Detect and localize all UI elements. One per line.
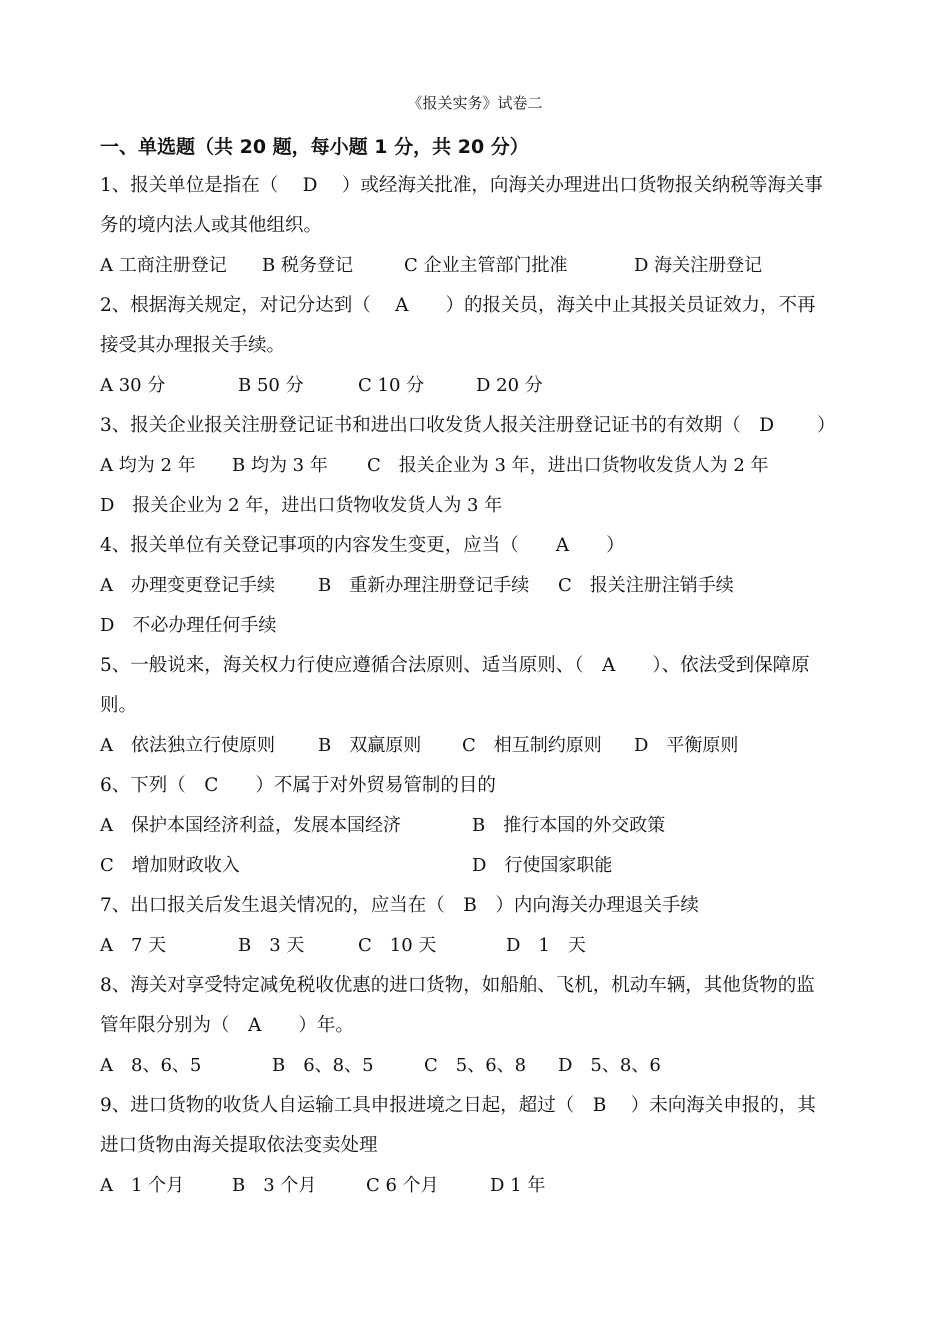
question-4-line-1: 4、报关单位有关登记事项的内容发生变更，应当（ A ）	[100, 535, 625, 556]
q1-option-b: B 税务登记	[262, 255, 353, 276]
question-2-line-2: 接受其办理报关手续。	[100, 335, 286, 356]
q7-option-d: D 1 天	[506, 935, 586, 956]
question-5-line-1: 5、一般说来，海关权力行使应遵循合法原则、适当原则、（ A ）、依法受到保障原	[100, 655, 810, 676]
q1-option-d: D 海关注册登记	[634, 255, 763, 276]
question-6-line-1: 6、下列（ C ）不属于对外贸易管制的目的	[100, 775, 496, 796]
q6-option-c: C 增加财政收入	[100, 855, 240, 876]
q4-option-b: B 重新办理注册登记手续	[318, 575, 530, 596]
q3-option-c: C 报关企业为 3 年，进出口货物收发货人为 2 年	[367, 455, 769, 476]
q5-option-c: C 相互制约原则	[462, 735, 602, 756]
question-5-line-2: 则。	[100, 695, 138, 716]
q6-option-b: B 推行本国的外交政策	[472, 815, 666, 836]
question-3-line-1: 3、报关企业报关注册登记证书和进出口收发货人报关注册登记证书的有效期（ D ）	[100, 415, 836, 436]
q8-option-b: B 6、8、5	[272, 1055, 374, 1076]
q8-option-a: A 8、6、5	[100, 1055, 202, 1076]
question-9-line-2: 进口货物由海关提取依法变卖处理	[100, 1135, 378, 1156]
q7-option-c: C 10 天	[358, 935, 437, 956]
q4-option-c: C 报关注册注销手续	[558, 575, 734, 596]
q2-option-d: D 20 分	[476, 375, 543, 396]
q9-option-d: D 1 年	[490, 1175, 546, 1196]
q6-option-a: A 保护本国经济利益，发展本国经济	[100, 815, 401, 836]
q3-option-d: D 报关企业为 2 年，进出口货物收发货人为 3 年	[100, 495, 503, 516]
q4-option-a: A 办理变更登记手续	[100, 575, 275, 596]
q5-option-d: D 平衡原则	[634, 735, 739, 756]
q2-option-b: B 50 分	[238, 375, 304, 396]
question-8-line-2: 管年限分别为（ A ）年。	[100, 1015, 354, 1036]
q7-option-a: A 7 天	[100, 935, 167, 956]
q9-option-a: A 1 个月	[100, 1175, 185, 1196]
q5-option-a: A 依法独立行使原则	[100, 735, 275, 756]
section-heading: 一、单选题（共 20 题，每小题 1 分，共 20 分）	[100, 136, 529, 158]
q3-option-b: B 均为 3 年	[232, 455, 328, 476]
question-8-line-1: 8、海关对享受特定减免税收优惠的进口货物，如船舶、飞机，机动车辆，其他货物的监	[100, 975, 815, 996]
q7-option-b: B 3 天	[238, 935, 305, 956]
q8-option-c: C 5、6、8	[424, 1055, 527, 1076]
question-1-line-2: 务的境内法人或其他组织。	[100, 215, 323, 236]
q1-option-c: C 企业主管部门批准	[404, 255, 568, 276]
q2-option-a: A 30 分	[100, 375, 166, 396]
q4-option-d: D 不必办理任何手续	[100, 615, 277, 636]
question-2-line-1: 2、根据海关规定，对记分达到（ A ）的报关员，海关中止其报关员证效力，不再	[100, 295, 816, 316]
q3-option-a: A 均为 2 年	[100, 455, 196, 476]
question-9-line-1: 9、进口货物的收货人自运输工具申报进境之日起，超过（ B ）未向海关申报的，其	[100, 1095, 816, 1116]
q6-option-d: D 行使国家职能	[472, 855, 613, 876]
question-1-line-1: 1、报关单位是指在（ D ）或经海关批准，向海关办理进出口货物报关纳税等海关事	[100, 175, 823, 196]
q2-option-c: C 10 分	[358, 375, 425, 396]
question-7-line-1: 7、出口报关后发生退关情况的，应当在（ B ）内向海关办理退关手续	[100, 895, 699, 916]
q1-option-a: A 工商注册登记	[100, 255, 227, 276]
exam-title: 《报关实务》试卷二	[407, 94, 543, 112]
q9-option-c: C 6 个月	[366, 1175, 439, 1196]
q9-option-b: B 3 个月	[232, 1175, 317, 1196]
q8-option-d: D 5、8、6	[558, 1055, 661, 1076]
q5-option-b: B 双赢原则	[318, 735, 422, 756]
